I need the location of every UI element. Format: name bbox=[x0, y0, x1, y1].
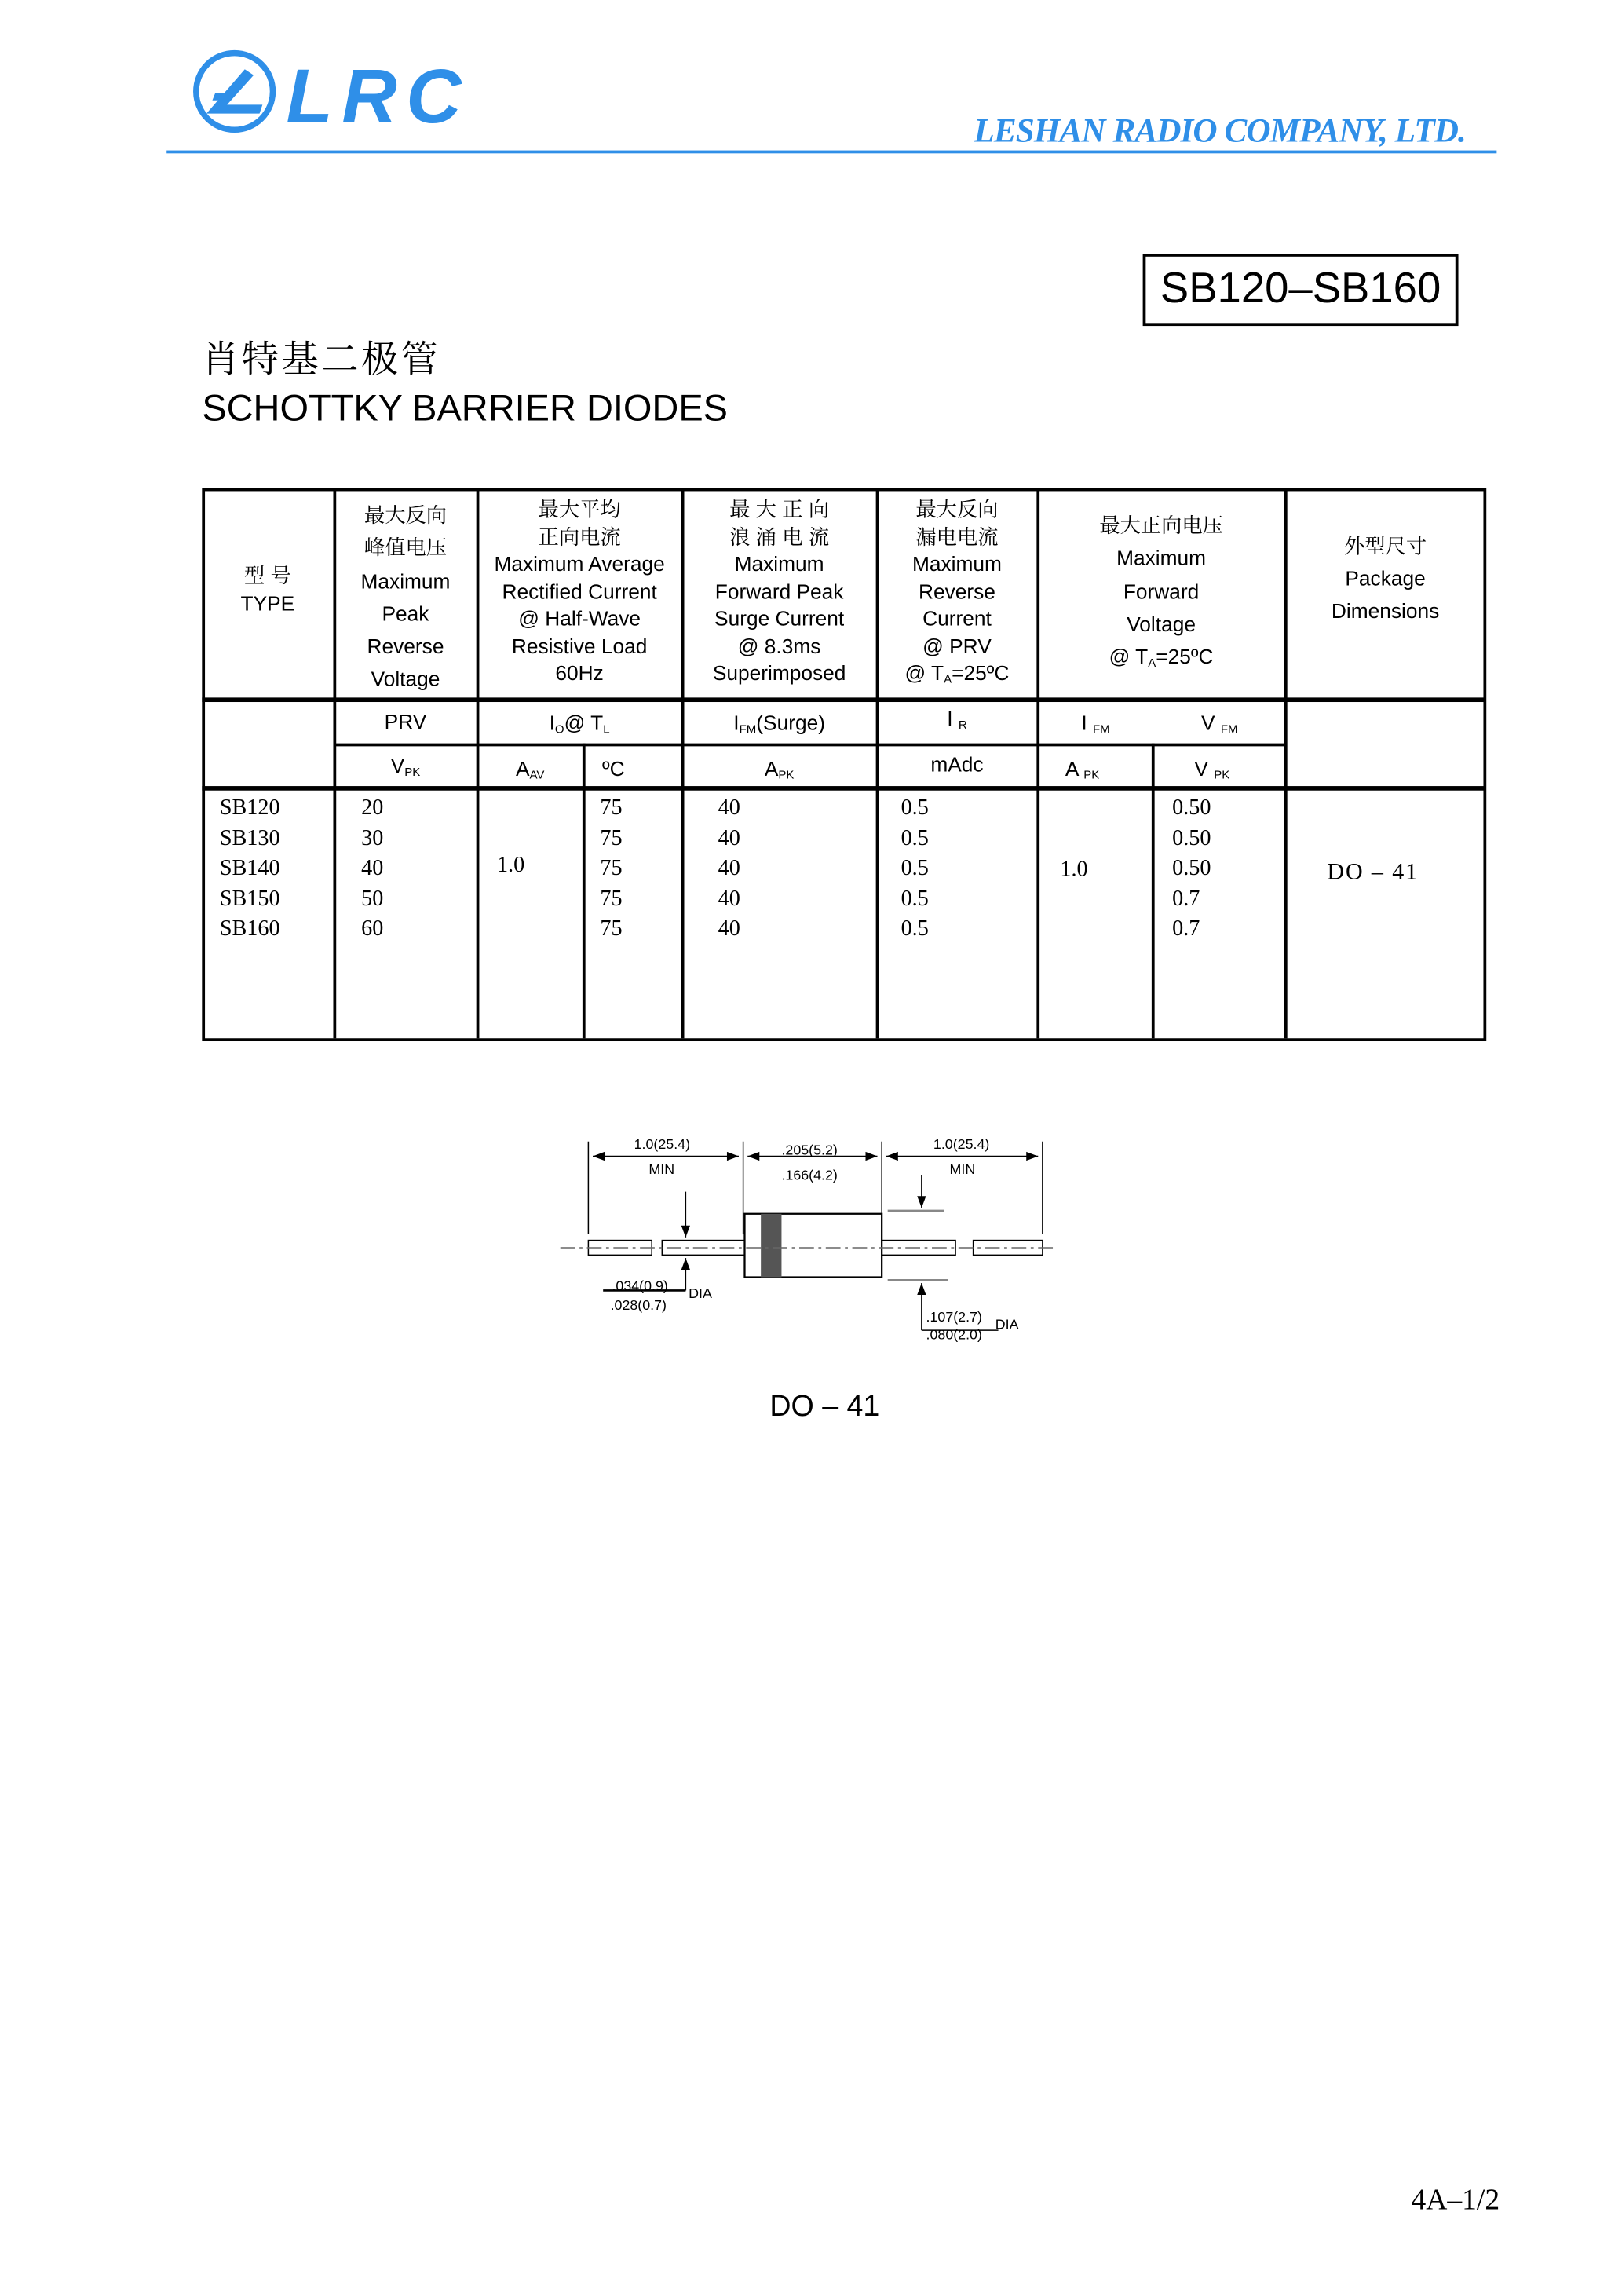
title-en: SCHOTTKY BARRIER DIODES bbox=[202, 387, 728, 430]
cell-type: SB130 bbox=[219, 826, 280, 850]
cell-prv: 20 bbox=[361, 796, 384, 821]
body-length-min: .166(4.2) bbox=[781, 1168, 838, 1185]
unit-apk: $A_{PK}$ bbox=[764, 756, 795, 782]
unit-aav: $A_{AV}$ bbox=[515, 756, 545, 782]
cell-prv: 40 bbox=[361, 857, 384, 881]
unit-apk-2: A $_{PK}$ bbox=[1065, 756, 1100, 782]
cell-type: SB150 bbox=[219, 887, 280, 911]
lead-dia-label: DIA bbox=[689, 1285, 712, 1303]
cell-tl: 75 bbox=[600, 887, 623, 911]
header-rule bbox=[166, 151, 1496, 154]
header-ifsm: 最 大 正 向 浪 涌 电 流 Maximum Forward Peak Surge Current @ 8.3ms Superimposed bbox=[712, 496, 846, 685]
symbol-prv: PRV bbox=[384, 709, 427, 733]
cell-ifsm: 40 bbox=[718, 826, 740, 850]
cell-tl: 75 bbox=[600, 796, 623, 821]
symbol-io: $I_O@$ $T_L$ bbox=[549, 711, 610, 737]
body-dia-max: .107(2.7) bbox=[926, 1309, 982, 1326]
lead-min-left: MIN bbox=[648, 1162, 675, 1179]
cell-vf: 0.50 bbox=[1172, 857, 1211, 881]
cell-prv: 50 bbox=[361, 887, 384, 911]
body-length-max: .205(5.2) bbox=[781, 1143, 838, 1160]
cell-ifsm: 40 bbox=[718, 857, 740, 881]
cell-tl: 75 bbox=[600, 857, 623, 881]
drawing-caption: DO – 41 bbox=[769, 1391, 880, 1424]
company-name: LESHAN RADIO COMPANY, LTD. bbox=[974, 112, 1466, 149]
page-number: 4A–1/2 bbox=[1411, 2184, 1500, 2217]
cell-type: SB160 bbox=[219, 917, 280, 941]
header-ir: 最大反向 漏电电流 Maximum Reverse Current @ PRV @ $T_A=25ºC$ bbox=[904, 496, 1010, 686]
lead-length-right: 1.0(25.4) bbox=[933, 1137, 990, 1153]
cell-ir: 0.5 bbox=[901, 887, 929, 911]
part-range-box: SB120–SB160 bbox=[1143, 254, 1459, 326]
cell-ir: 0.5 bbox=[901, 796, 929, 821]
cell-vf: 0.50 bbox=[1172, 826, 1211, 850]
symbol-ir: I $_R$ bbox=[947, 706, 967, 732]
lead-dia-max: .034(0.9) bbox=[612, 1278, 668, 1296]
body-dia-label: DIA bbox=[995, 1317, 1019, 1333]
title-cn: 肖特基二极管 bbox=[202, 338, 441, 381]
logo-text: LRC bbox=[286, 54, 470, 141]
cell-ir: 0.5 bbox=[901, 826, 929, 850]
header-type: 型 号 TYPE bbox=[240, 563, 295, 615]
cell-ir: 0.5 bbox=[901, 917, 929, 941]
ifm-value: 1.0 bbox=[1060, 858, 1088, 883]
lrc-logo-icon bbox=[192, 49, 280, 137]
unit-vpk-2: V $_{PK}$ bbox=[1194, 756, 1230, 782]
do41-dimension-drawing bbox=[553, 1128, 1069, 1365]
cell-vf: 0.7 bbox=[1172, 917, 1200, 941]
io-value: 1.0 bbox=[496, 854, 525, 878]
lead-min-right: MIN bbox=[949, 1162, 976, 1179]
symbol-vfm: V $_{FM}$ bbox=[1200, 711, 1238, 737]
unit-vpk: $V_{PK}$ bbox=[390, 753, 421, 779]
body-dia-min: .080(2.0) bbox=[926, 1327, 982, 1344]
lead-dia-min: .028(0.7) bbox=[610, 1297, 667, 1314]
unit-degc: ºC bbox=[602, 756, 625, 781]
cell-prv: 60 bbox=[361, 917, 384, 941]
header-io: 最大平均 正向电流 Maximum Average Rectified Current @ Half-Wave Resistive Load 60Hz bbox=[494, 496, 665, 685]
package-value: DO – 41 bbox=[1327, 859, 1419, 885]
cell-prv: 30 bbox=[361, 826, 384, 850]
symbol-ifsm: $I_{FM}(Surge)$ bbox=[733, 711, 825, 737]
cell-ir: 0.5 bbox=[901, 857, 929, 881]
cell-ifsm: 40 bbox=[718, 887, 740, 911]
cell-type: SB140 bbox=[219, 857, 280, 881]
header-prv: 最大反向 峰值电压 Maximum Peak Reverse Voltage bbox=[360, 503, 451, 691]
cell-ifsm: 40 bbox=[718, 796, 740, 821]
unit-madc: mAdc bbox=[930, 751, 984, 776]
cell-tl: 75 bbox=[600, 826, 623, 850]
cell-vf: 0.50 bbox=[1172, 796, 1211, 821]
cell-vf: 0.7 bbox=[1172, 887, 1200, 911]
header-vf: 最大正向电压 Maximum Forward Voltage @ $T_A=25ºC$ bbox=[1099, 513, 1223, 671]
lead-length-left: 1.0(25.4) bbox=[634, 1137, 691, 1153]
cell-type: SB120 bbox=[219, 796, 280, 821]
cell-tl: 75 bbox=[600, 917, 623, 941]
cell-ifsm: 40 bbox=[718, 917, 740, 941]
symbol-ifm: I $_{FM}$ bbox=[1081, 711, 1110, 737]
header-package: 外型尺寸 Package Dimensions bbox=[1331, 533, 1440, 623]
